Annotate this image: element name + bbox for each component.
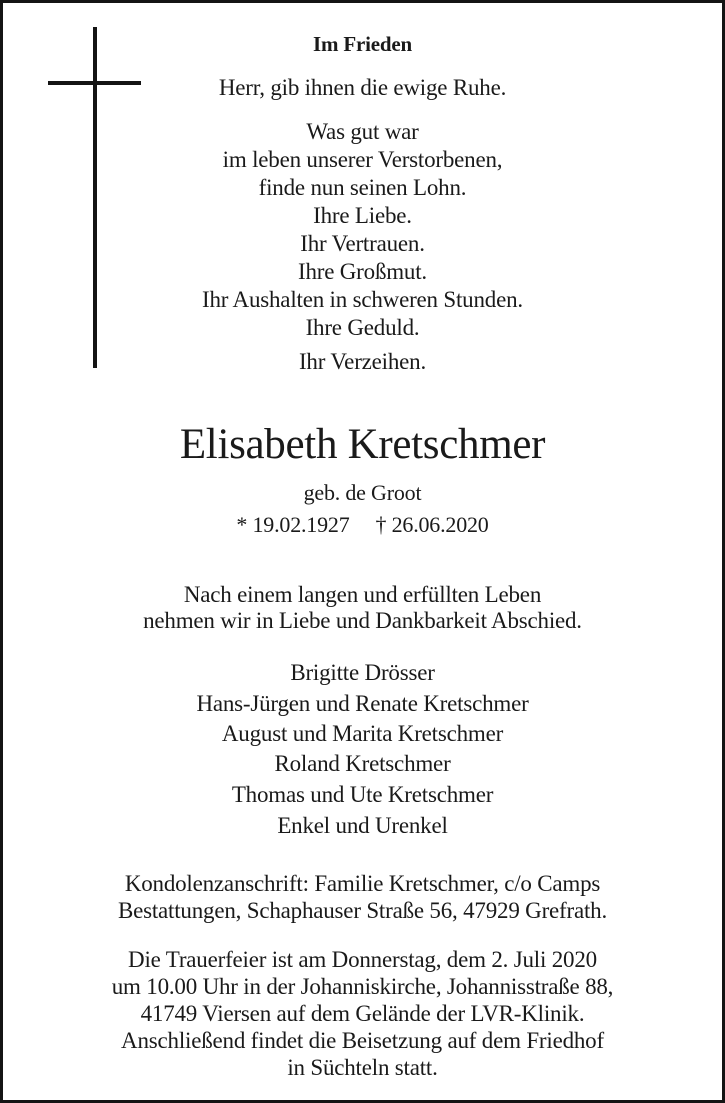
service-info-line: 41749 Viersen auf dem Gelände der LVR-Klinik. [140,1001,585,1026]
verse-line: Ihr Vertrauen. [300,231,425,256]
birth-date: * 19.02.1927 [236,512,350,537]
condolence-address-line: Bestattungen, Schaphauser Straße 56, 47929 Grefrath. [117,898,608,923]
mourner: Thomas und Ute Kretschmer [231,782,494,807]
verse-line: Ihre Geduld. [305,315,420,340]
prayer-line: Herr, gib ihnen die ewige Ruhe. [218,75,507,100]
mourner: August und Marita Kretschmer [221,721,504,746]
service-info-line: in Süchteln statt. [287,1055,438,1080]
verse-line: Ihr Aushalten in schweren Stunden. [202,287,523,312]
verse-line: Was gut war [306,119,419,144]
life-dates [3,512,722,538]
mourner: Brigitte Drösser [290,660,435,685]
death-date: † 26.06.2020 [375,512,489,537]
heading: Im Frieden [313,32,412,56]
verse-line: Ihre Großmut. [298,259,427,284]
condolence-address-line: Kondolenzanschrift: Familie Kretschmer, c/o Camps [124,871,601,896]
mourner: Enkel und Urenkel [277,813,448,838]
verse-line: im leben unserer Verstorbenen, [222,147,503,172]
service-info-line: um 10.00 Uhr in der Johanniskirche, Johannisstraße 88, [111,974,614,999]
deceased-name: Elisabeth Kretschmer [179,421,546,468]
service-info-line: Die Trauerfeier ist am Donnerstag, dem 2. Juli 2020 [128,947,597,972]
farewell-line: nehmen wir in Liebe und Dankbarkeit Abschied. [143,608,582,633]
mourner: Roland Kretschmer [274,751,451,776]
verse-line: finde nun seinen Lohn. [258,175,467,200]
farewell-line: Nach einem langen und erfüllten Leben [183,582,542,607]
birth-name: geb. de Groot [303,480,422,505]
service-info-line: Anschließend findet die Beisetzung auf dem Friedhof [121,1028,604,1053]
verse-line: Ihre Liebe. [313,203,412,228]
mourner: Hans-Jürgen und Renate Kretschmer [196,691,529,716]
verse-line-last: Ihr Verzeihen. [298,349,427,374]
